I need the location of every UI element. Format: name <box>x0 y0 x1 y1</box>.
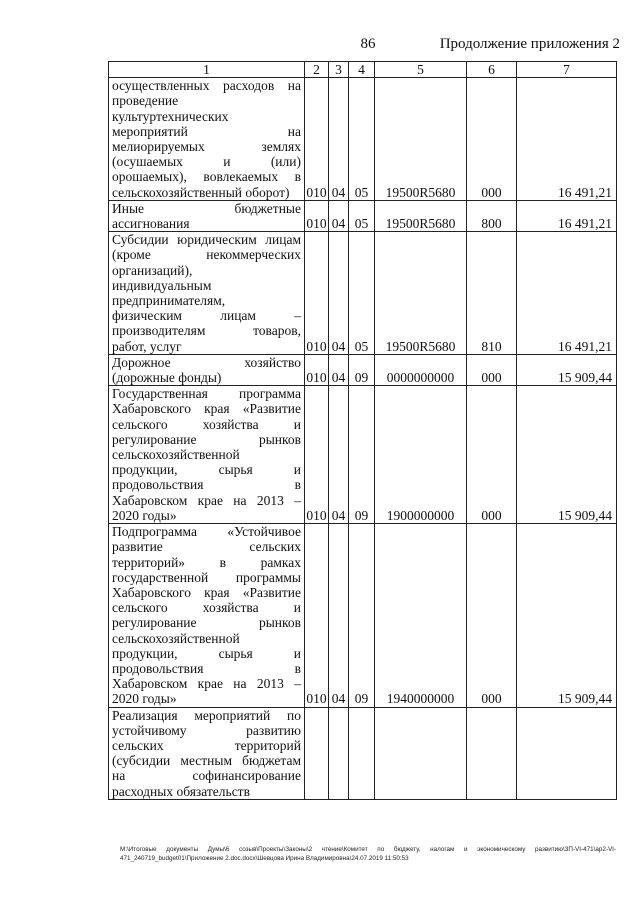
description-line: Хабаровском крае на 2013 – <box>112 676 301 692</box>
ministry-code-cell: 010 <box>305 200 329 231</box>
section-code-cell: 04 <box>329 78 349 201</box>
ministry-code-cell: 010 <box>305 354 329 385</box>
description-line: (субсидии местным бюджетам <box>112 753 301 769</box>
description-line: регулирование рынков <box>112 615 301 631</box>
description-line: продовольствия в <box>112 660 301 676</box>
subsection-code-cell: 05 <box>349 232 375 355</box>
description-cell <box>109 232 305 355</box>
table-row <box>109 707 617 799</box>
section-code-cell: 04 <box>329 524 349 707</box>
expense-type-cell: 000 <box>467 386 517 524</box>
column-header: 4 <box>349 62 375 78</box>
target-article-cell: 0000000000 <box>375 354 467 385</box>
description-line: Хабаровского края «Развитие <box>112 584 301 600</box>
description-line: продукции, сырья и <box>112 462 301 478</box>
description-line: организаций), <box>112 262 193 278</box>
description-cell <box>109 524 305 707</box>
column-header: 6 <box>467 62 517 78</box>
table-row <box>109 524 617 707</box>
description-line: сельскохозяйственной <box>112 447 240 463</box>
column-header: 1 <box>109 62 305 78</box>
subsection-code-cell: 09 <box>349 524 375 707</box>
description-line: ассигнования <box>112 216 190 232</box>
section-code-cell <box>329 707 349 799</box>
table-row <box>109 200 617 231</box>
section-code-cell: 04 <box>329 354 349 385</box>
column-header: 2 <box>305 62 329 78</box>
subsection-code-cell: 09 <box>349 386 375 524</box>
description-line: (осушаемых и (или) <box>112 154 301 170</box>
amount-cell <box>517 707 617 799</box>
description-line: развитие сельских <box>112 539 301 555</box>
description-line: 2020 годы» <box>112 507 177 523</box>
description-line: Государственная программа <box>112 386 301 402</box>
description-line: (кроме некоммерческих <box>112 247 301 263</box>
description-line: Иные бюджетные <box>112 200 301 216</box>
description-line: сельских территорий <box>112 737 301 753</box>
description-line: продовольствия в <box>112 477 301 493</box>
target-article-cell: 19500R5680 <box>375 232 467 355</box>
description-cell <box>109 386 305 524</box>
description-line: сельского хозяйства и <box>112 416 301 432</box>
description-line: культуртехнических <box>112 108 229 124</box>
ministry-code-cell <box>305 707 329 799</box>
expense-type-cell <box>467 707 517 799</box>
expense-type-cell: 000 <box>467 78 517 201</box>
description-line: производителям товаров, <box>112 323 301 339</box>
ministry-code-cell: 010 <box>305 524 329 707</box>
description-line: государственной программы <box>112 569 301 585</box>
table-header <box>109 62 617 78</box>
description-line: сельского хозяйства и <box>112 600 301 616</box>
budget-table <box>108 61 617 800</box>
section-code-cell: 04 <box>329 200 349 231</box>
description-line: на софинансирование <box>112 768 301 784</box>
section-code-cell: 04 <box>329 386 349 524</box>
description-cell <box>109 78 305 201</box>
expense-type-cell: 000 <box>467 524 517 707</box>
subsection-code-cell: 09 <box>349 354 375 385</box>
table-row <box>109 232 617 355</box>
description-line: проведение <box>112 93 179 109</box>
subsection-code-cell <box>349 707 375 799</box>
description-cell <box>109 200 305 231</box>
expense-type-cell: 800 <box>467 200 517 231</box>
description-line: Реализация мероприятий по <box>112 707 301 723</box>
amount-cell: 15 909,44 <box>517 386 617 524</box>
amount-cell: 16 491,21 <box>517 232 617 355</box>
description-line: устойчивому развитию <box>112 722 301 738</box>
ministry-code-cell: 010 <box>305 232 329 355</box>
expense-type-cell: 810 <box>467 232 517 355</box>
description-line: территорий» в рамках <box>112 554 301 570</box>
description-line: Субсидии юридическим лицам <box>112 232 301 248</box>
header-row <box>109 62 617 78</box>
target-article-cell <box>375 707 467 799</box>
description-cell <box>109 707 305 799</box>
description-line: сельскохозяйственный оборот) <box>112 184 290 200</box>
description-line: физическим лицам – <box>112 308 301 324</box>
description-line: мероприятий на <box>112 123 301 139</box>
ministry-code-cell: 010 <box>305 386 329 524</box>
amount-cell: 15 909,44 <box>517 354 617 385</box>
description-line: сельскохозяйственной <box>112 630 240 646</box>
section-code-cell: 04 <box>329 232 349 355</box>
target-article-cell: 19500R5680 <box>375 78 467 201</box>
column-header: 5 <box>375 62 467 78</box>
subsection-code-cell: 05 <box>349 200 375 231</box>
description-line: Дорожное хозяйство <box>112 354 301 370</box>
amount-cell: 16 491,21 <box>517 200 617 231</box>
document-path-footer: М:\Итоговые документы Думы\6 созыв\Проекты\Законы\2 чтение\Комитет по бюджету, налогам и экономическому развитию\ЗП-VI-471\ар2-VI-471_240719_budget01\Приложение 2.doc.docx\Шевцова Ирина Владимировна\24.07.2019 11:50:53 <box>120 846 616 862</box>
subsection-code-cell: 05 <box>349 78 375 201</box>
ministry-code-cell: 010 <box>305 78 329 201</box>
description-line: (дорожные фонды) <box>112 370 222 386</box>
description-line: предпринимателям, <box>112 293 226 309</box>
description-line: 2020 годы» <box>112 691 177 707</box>
table-row <box>109 78 617 201</box>
table-row <box>109 386 617 524</box>
description-cell <box>109 354 305 385</box>
amount-cell: 15 909,44 <box>517 524 617 707</box>
target-article-cell: 19500R5680 <box>375 200 467 231</box>
table-body <box>109 78 617 800</box>
expense-type-cell: 000 <box>467 354 517 385</box>
description-line: индивидуальным <box>112 277 212 293</box>
description-line: Хабаровском крае на 2013 – <box>112 492 301 508</box>
description-line: регулирование рынков <box>112 431 301 447</box>
target-article-cell: 1940000000 <box>375 524 467 707</box>
description-line: орошаемых), вовлекаемых в <box>112 169 301 185</box>
column-header: 3 <box>329 62 349 78</box>
continuation-label: Продолжение приложения 2 <box>439 36 620 52</box>
description-line: Хабаровского края «Развитие <box>112 401 301 417</box>
table-row <box>109 354 617 385</box>
amount-cell: 16 491,21 <box>517 78 617 201</box>
description-line: продукции, сырья и <box>112 645 301 661</box>
description-line: расходных обязательств <box>112 783 250 799</box>
description-line: работ, услуг <box>112 338 182 354</box>
description-line: Подпрограмма «Устойчивое <box>112 524 301 540</box>
page-number: 86 <box>360 36 376 52</box>
description-line: мелиорируемых землях <box>112 139 301 155</box>
description-line: осуществленных расходов на <box>112 78 301 94</box>
target-article-cell: 1900000000 <box>375 386 467 524</box>
column-header: 7 <box>517 62 617 78</box>
